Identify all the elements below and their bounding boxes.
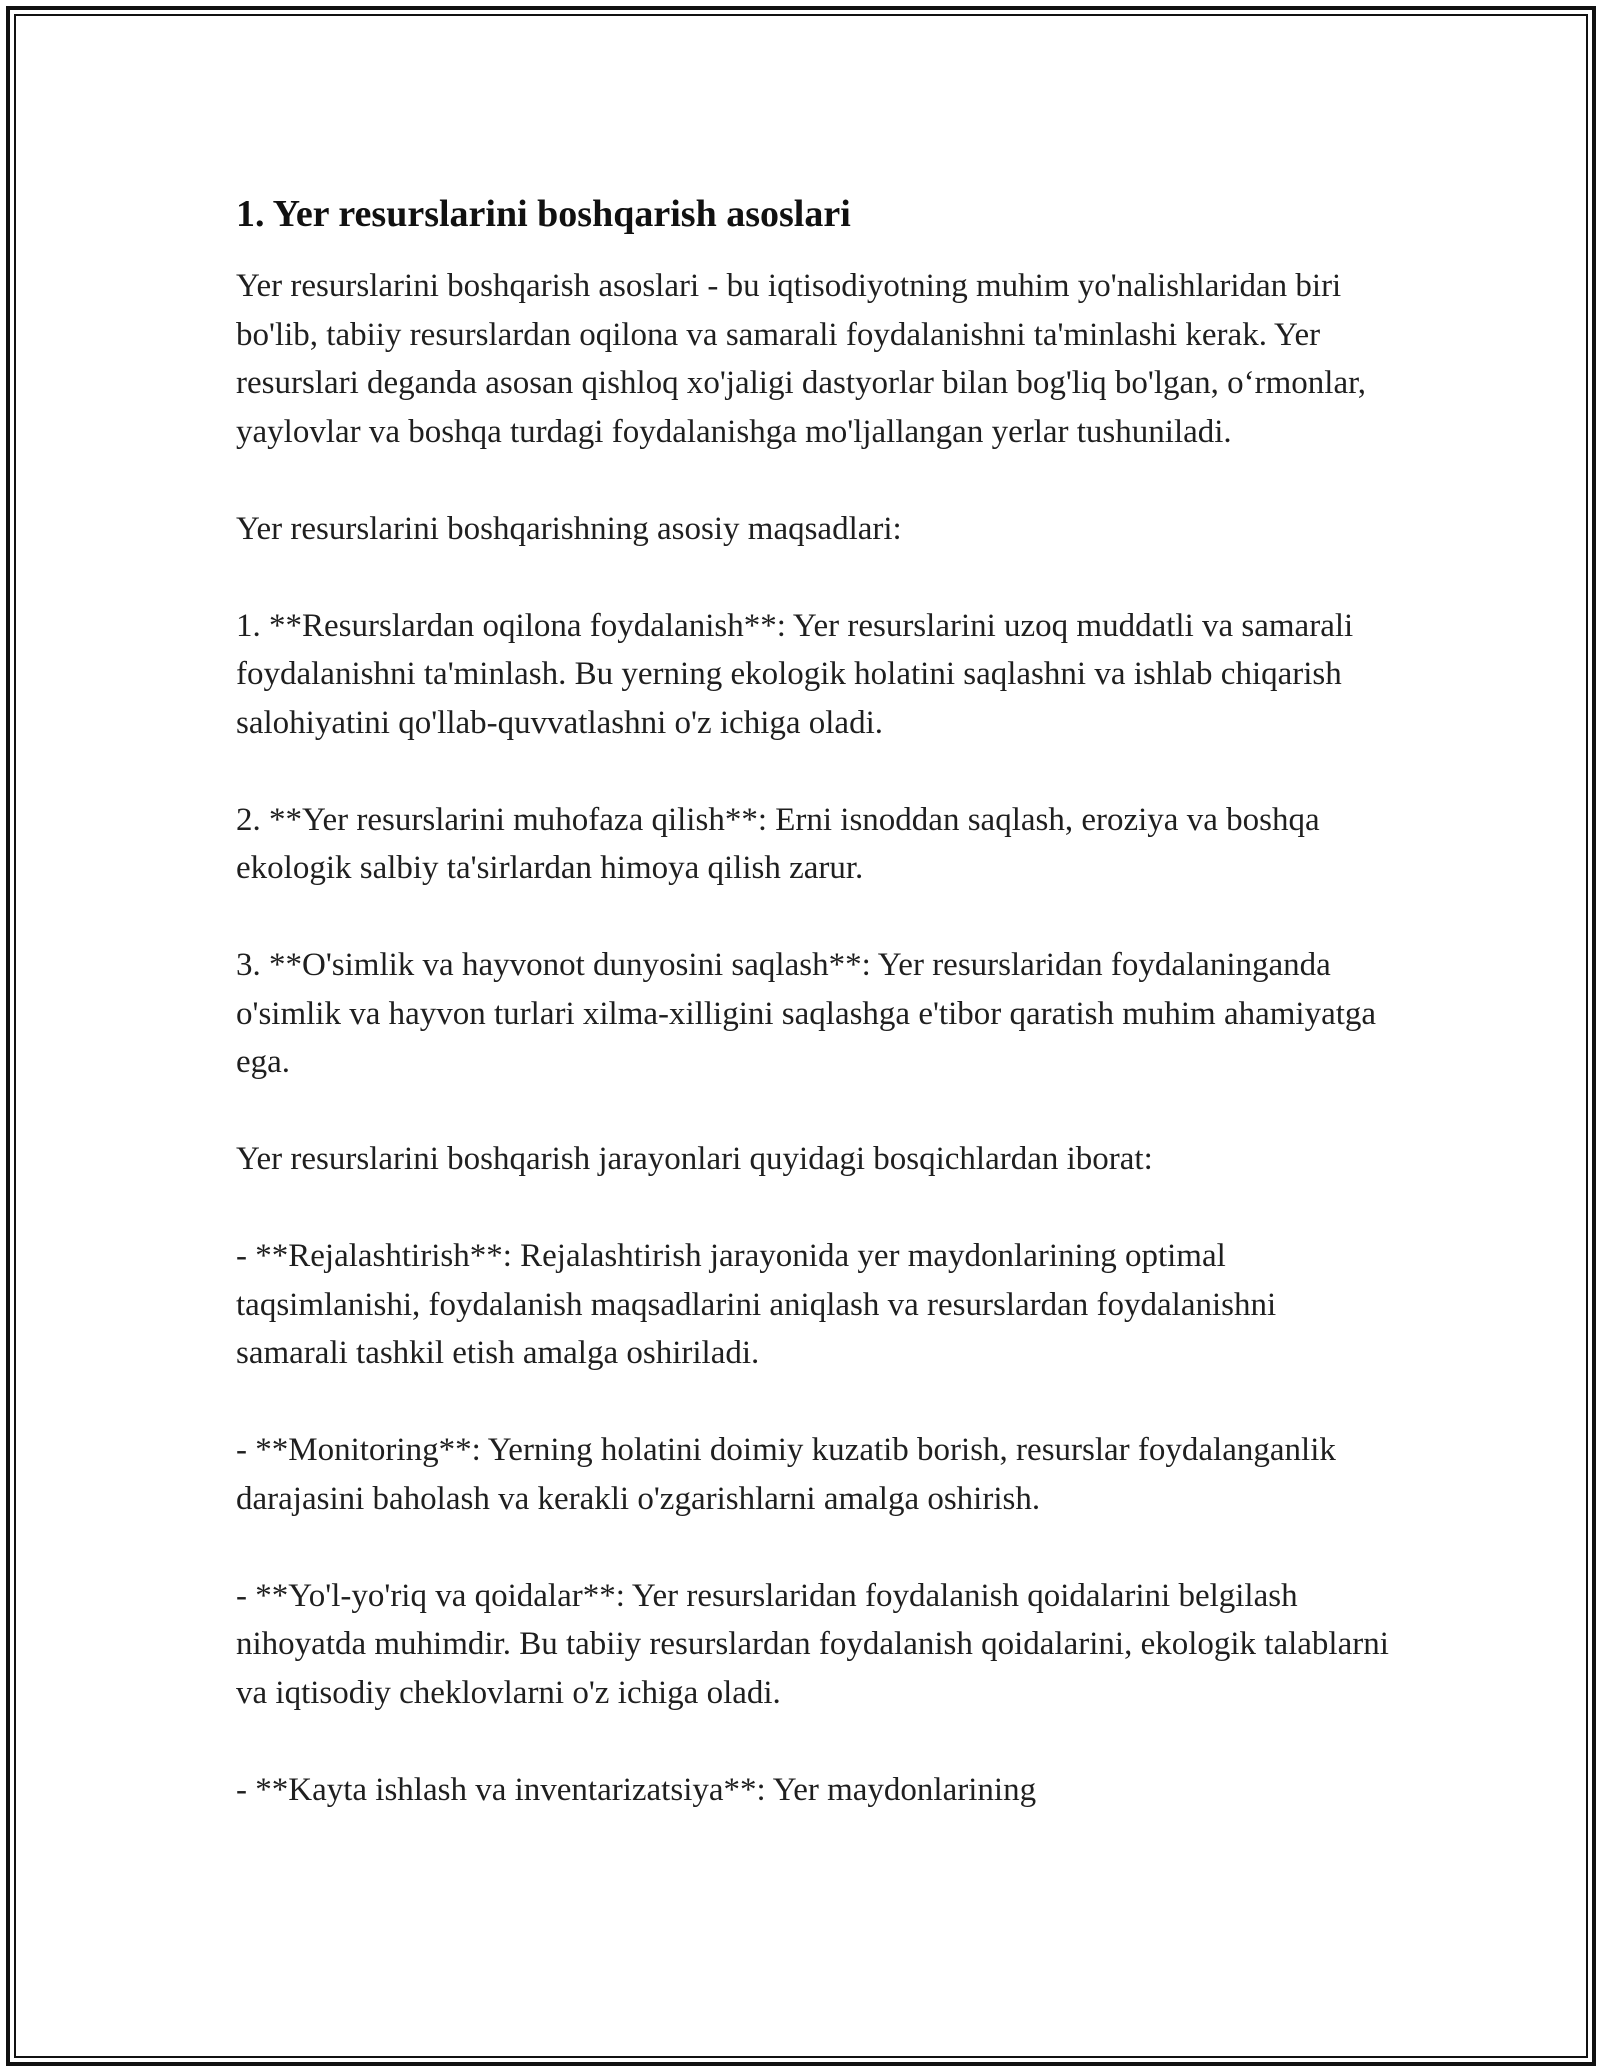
paragraph-process-heading: Yer resurslarini boshqarish jarayonlari quyidagi bosqichlardan iborat:: [236, 1141, 1153, 1177]
document-body: [236, 188, 1396, 1814]
document-title: 1. Yer resurslarini boshqarish asoslari: [236, 193, 851, 235]
paragraph-process-planning: - **Rejalashtirish**: Rejalashtirish jarayonida yer maydonlarining optimal taqsimlanishi, foydalanish maqsadlarini aniqlash va resurslardan foydalanishni samarali tashkil etish amalga oshiriladi.: [236, 1238, 1277, 1371]
paragraph-goal-3: 3. **O'simlik va hayvonot dunyosini saqlash**: Yer resurslaridan foydalaninganda o'simlik va hayvon turlari xilma-xilligini saqlashga e'tibor qaratish muhim ahamiyatga ega.: [236, 947, 1377, 1080]
paragraph-goal-2: 2. **Yer resurslarini muhofaza qilish**: Erni isnoddan saqlash, eroziya va boshqa ekologik salbiy ta'sirlardan himoya qilish zarur.: [236, 801, 1320, 886]
paragraph-process-rules: - **Yo'l-yo'riq va qoidalar**: Yer resurslaridan foydalanish qoidalarini belgilash nihoyatda muhimdir. Bu tabiiy resurslardan foydalanish qoidalarini, ekologik talablarni va iqtisodiy cheklovlarni o'z ichiga oladi.: [236, 1577, 1389, 1711]
paragraph-intro: Yer resurslarini boshqarish asoslari - bu iqtisodiyotning muhim yo'nalishlaridan biri bo'lib, tabiiy resurslardan oqilona va samarali foydalanishni ta'minlashi kerak. Yer resurslari deganda asosan qishloq xo'jaligi dastyorlar bilan bog'liq bo'lgan, o‘rmonlar, yaylovlar va boshqa turdagi foydalanishga mo'ljallangan yerlar tushuniladi.: [236, 268, 1367, 450]
paragraph-process-monitoring: - **Monitoring**: Yerning holatini doimiy kuzatib borish, resurslar foydalanganlik darajasini baholash va kerakli o'zgarishlarni amalga oshirish.: [236, 1432, 1336, 1517]
paragraph-goals-heading: Yer resurslarini boshqarishning asosiy maqsadlari:: [236, 510, 902, 547]
paragraph-process-inventory: - **Kayta ishlash va inventarizatsiya**: Yer maydonlarining: [236, 1771, 1037, 1808]
paragraph-goal-1: 1. **Resurslardan oqilona foydalanish**: Yer resurslarini uzoq muddatli va samarali foydalanishni ta'minlash. Bu yerning ekologik holatini saqlashni va ishlab chiqarish salohiyatini qo'llab-quvvatlashni o'z ichiga oladi.: [236, 607, 1354, 741]
